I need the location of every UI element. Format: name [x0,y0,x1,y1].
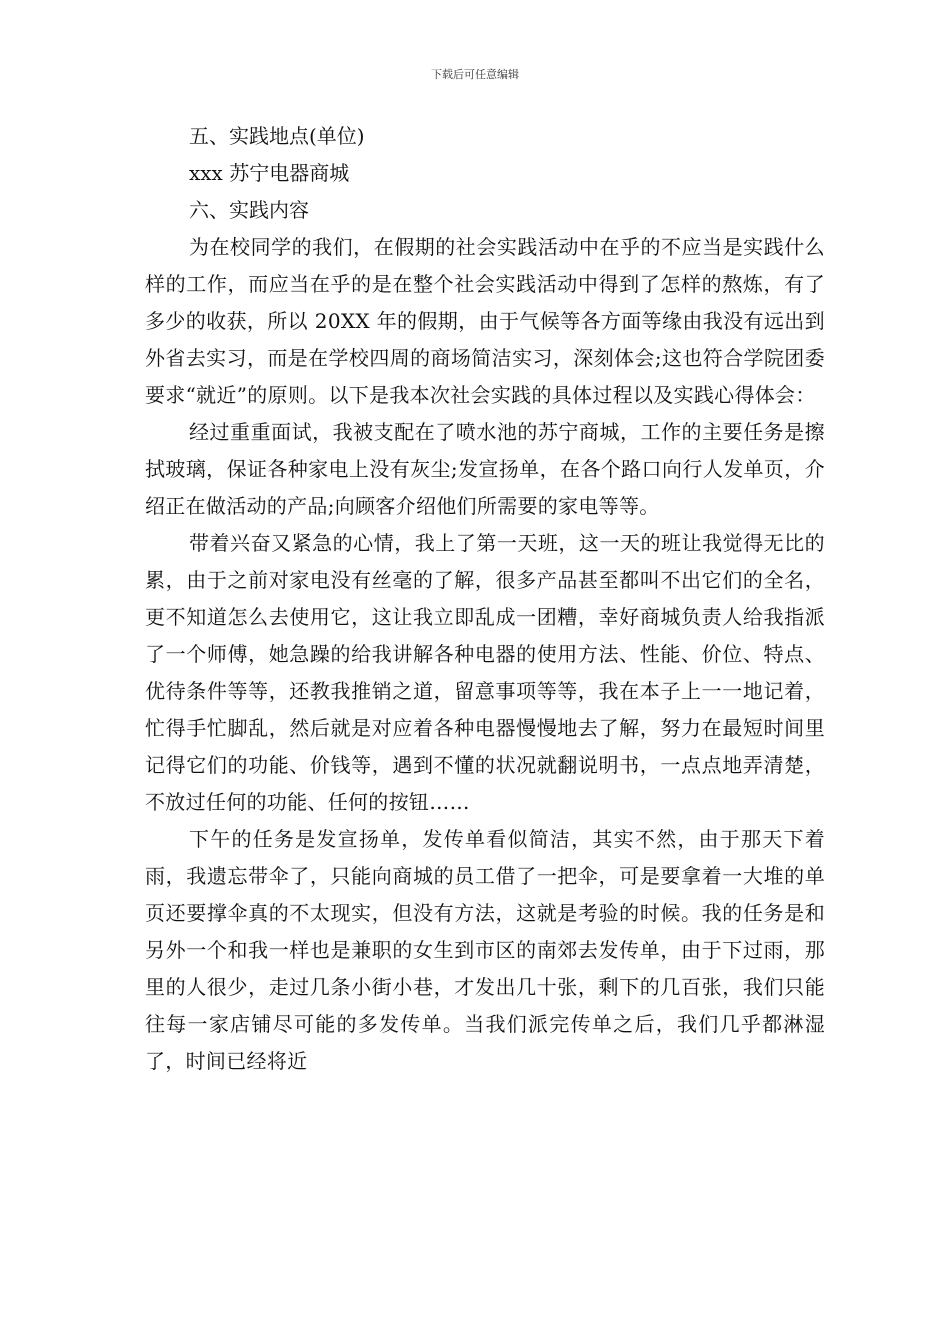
paragraph-afternoon: 下午的任务是发宣扬单，发传单看似简洁，其实不然，由于那天下着雨，我遗忘带伞了，只能向商城的员工借了一把伞，可是要拿着一大堆的单页还要撑伞真的不太现实，但没有方法，这就是考验的时候。我的任务是和另外一个和我一样也是兼职的女生到市区的南郊去发传单，由于下过雨，那里的人很少，走过几条小街小巷，才发出几十张，剩下的几百张，我们只能往每一家店铺尽可能的多发传单。当我们派完传单之后，我们几乎都淋湿了，时间已经将近 [145,827,825,1073]
document-body [145,118,825,1080]
page-header-note: 下载后可任意编辑 [431,68,519,81]
paragraph-first-day: 带着兴奋又紧急的心情，我上了第一天班，这一天的班让我觉得无比的累，由于之前对家电没有丝毫的了解，很多产品甚至都叫不出它们的全名，更不知道怎么去使用它，这让我立即乱成一团糟，幸好商城负责人给我指派了一个师傅，她急躁的给我讲解各种电器的使用方法、性能、价位、特点、优待条件等等，还教我推销之道，留意事项等等，我在本子上一一地记着，忙得手忙脚乱，然后就是对应着各种电器慢慢地去了解，努力在最短时间里记得它们的功能、价钱等，遇到不懂的状况就翻说明书，一点点地弄清楚，不放过任何的功能、任何的按钮…… [145,531,825,814]
section-5-title: 五、实践地点(单位) [189,124,365,148]
section-6-title: 六、实践内容 [189,198,309,222]
paragraph-intro: 为在校同学的我们，在假期的社会实践活动中在乎的不应当是实践什么样的工作，而应当在乎的是在整个社会实践活动中得到了怎样的熬炼，有了多少的收获，所以 20XX 年的假期，由于气候等各方面等缘由我没有远出到外省去实习，而是在学校四周的商场简洁实习，深刻体会;这也符合学院团委要求“就近”的原则。以下是我本次社会实践的具体过程以及实践心得体会： [145,235,825,407]
practice-location: xxx 苏宁电器商城 [189,161,350,185]
paragraph-interview: 经过重重面试，我被支配在了喷水池的苏宁商城，工作的主要任务是擦拭玻璃，保证各种家电上没有灰尘;发宣扬单，在各个路口向行人发单页，介绍正在做活动的产品;向顾客介绍他们所需要的家电等等。 [145,420,825,518]
